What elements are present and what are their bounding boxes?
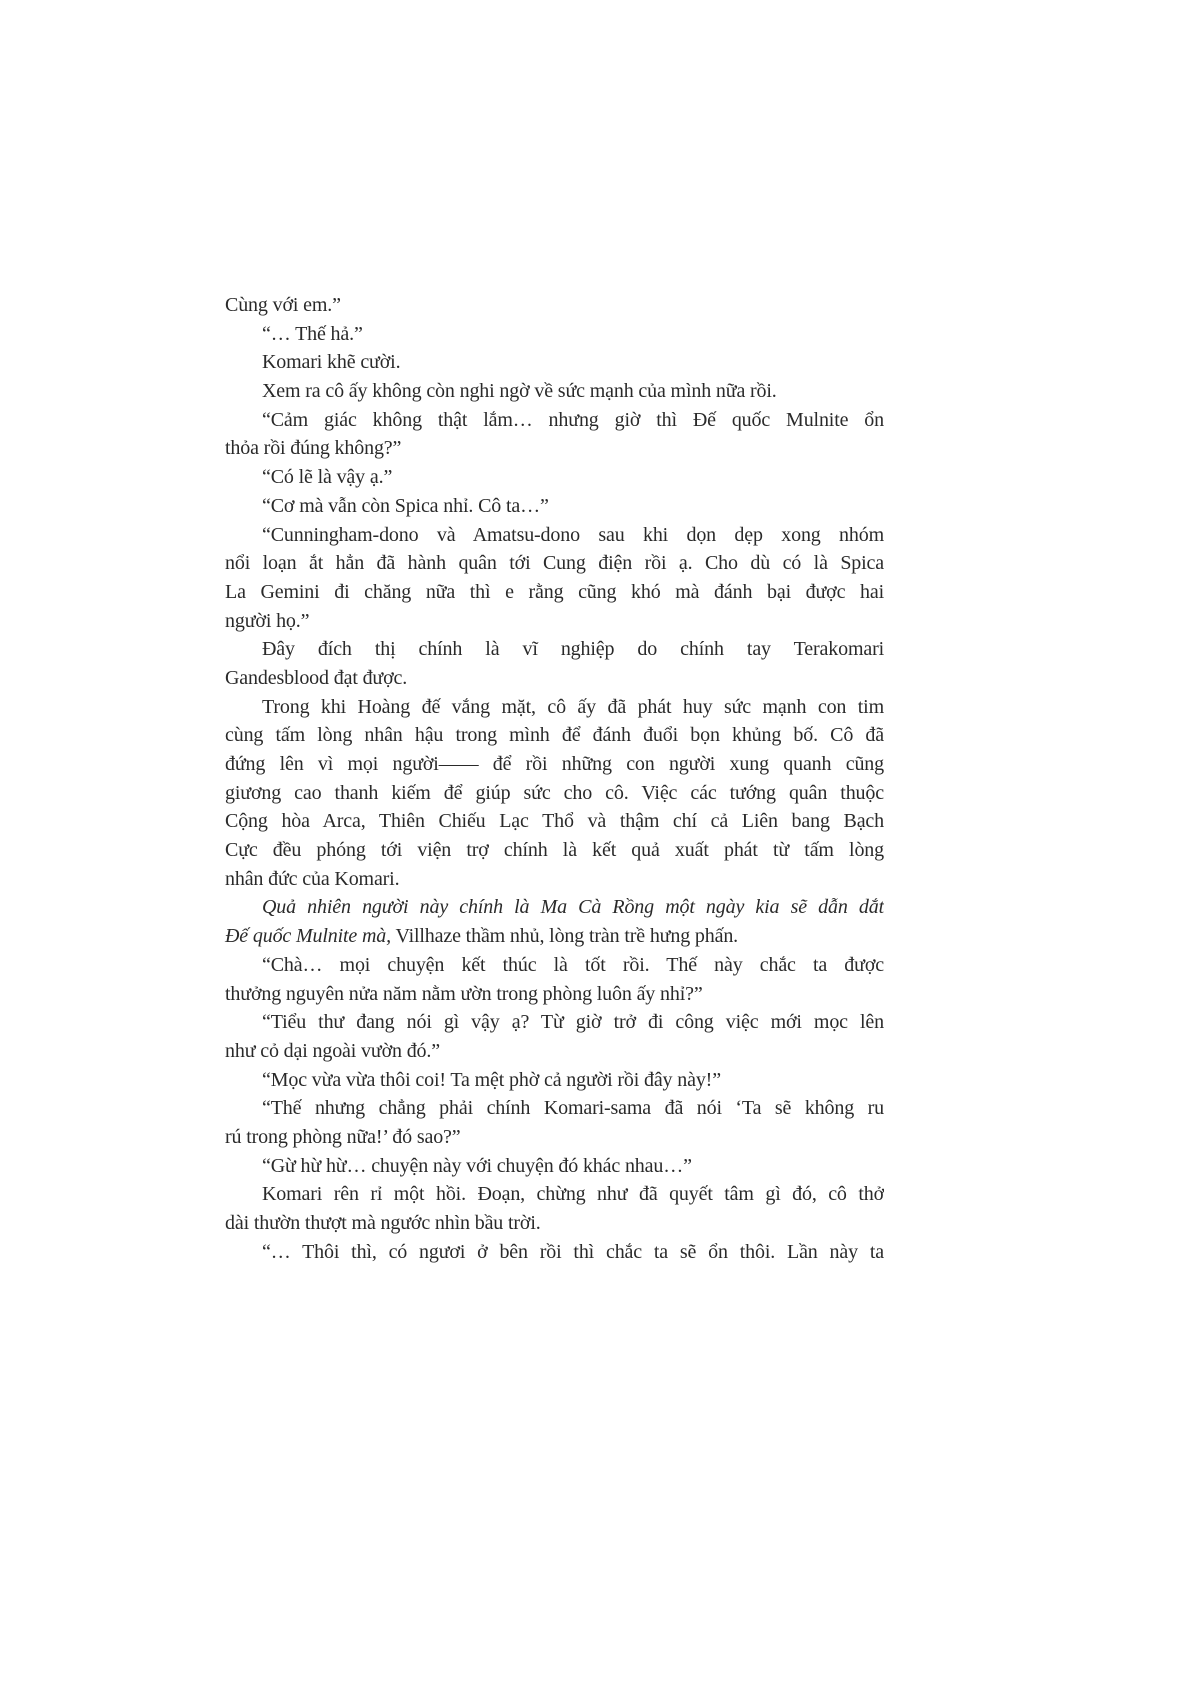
text-line bbox=[225, 1152, 884, 1181]
line-text: “Chà… mọi chuyện kết thúc là tốt rồi. Thế này chắc ta được bbox=[262, 953, 884, 976]
text-line bbox=[225, 549, 884, 578]
line-text: “Cunningham-dono và Amatsu-dono sau khi dọn dẹp xong nhóm bbox=[262, 523, 884, 546]
line-text: như cỏ dại ngoài vườn đó.” bbox=[225, 1039, 440, 1062]
line-text: cùng tấm lòng nhân hậu trong mình để đánh đuổi bọn khủng bố. Cô đã bbox=[225, 724, 884, 747]
line-text: thưởng nguyên nửa năm nằm ườn trong phòng luôn ấy nhỉ?” bbox=[225, 982, 703, 1005]
text-line bbox=[225, 1066, 884, 1095]
text-line bbox=[225, 721, 884, 750]
text-line bbox=[225, 1238, 884, 1267]
text-line bbox=[225, 1123, 884, 1152]
text-line bbox=[225, 1180, 884, 1209]
page-body-text bbox=[225, 291, 884, 1266]
text-line bbox=[225, 1094, 884, 1123]
text-line bbox=[225, 980, 884, 1009]
text-line bbox=[225, 836, 884, 865]
text-line bbox=[225, 406, 884, 435]
text-line bbox=[225, 664, 884, 693]
italic-text: Đế quốc Mulnite mà, bbox=[225, 925, 391, 948]
text-line bbox=[225, 779, 884, 808]
line-text: Cùng với em.” bbox=[225, 294, 341, 316]
line-text: “… Thế hả.” bbox=[262, 322, 363, 345]
text-line bbox=[225, 1008, 884, 1037]
line-text: nổi loạn ắt hẳn đã hành quân tới Cung điện rồi ạ. Cho dù có là Spica bbox=[225, 552, 884, 575]
line-text: đứng lên vì mọi người—— để rồi những con người xung quanh cũng bbox=[225, 753, 884, 775]
text-line bbox=[225, 463, 884, 492]
text-line bbox=[225, 951, 884, 980]
text-line bbox=[225, 635, 884, 664]
line-text: người họ.” bbox=[225, 609, 310, 632]
text-line bbox=[225, 865, 884, 894]
text-line bbox=[225, 693, 884, 722]
line-text: Cộng hòa Arca, Thiên Chiếu Lạc Thổ và thậm chí cả Liên bang Bạch bbox=[225, 810, 884, 833]
italic-text: Quả nhiên người này chính là Ma Cà Rồng một ngày kia sẽ dẫn dắt bbox=[262, 896, 884, 919]
line-text: Xem ra cô ấy không còn nghi ngờ về sức mạnh của mình nữa rồi. bbox=[262, 380, 777, 403]
line-text: “Có lẽ là vậy ạ.” bbox=[262, 466, 393, 489]
line-text: “Tiểu thư đang nói gì vậy ạ? Từ giờ trở đi công việc mới mọc lên bbox=[262, 1011, 884, 1034]
text-line bbox=[225, 492, 884, 521]
line-text: thỏa rồi đúng không?” bbox=[225, 437, 402, 460]
line-text: La Gemini đi chăng nữa thì e rằng cũng khó mà đánh bại được hai bbox=[225, 580, 884, 603]
text-line bbox=[225, 291, 884, 320]
line-text: Villhaze thầm nhủ, lòng tràn trề hưng phấn. bbox=[391, 925, 739, 948]
line-text: Gandesblood đạt được. bbox=[225, 666, 408, 689]
line-text: “… Thôi thì, có ngươi ở bên rồi thì chắc ta sẽ ổn thôi. Lần này ta bbox=[262, 1240, 884, 1263]
line-text: giương cao thanh kiếm để giúp sức cho cô. Việc các tướng quân thuộc bbox=[225, 781, 884, 804]
text-line bbox=[225, 578, 884, 607]
text-line bbox=[225, 320, 884, 349]
line-text: Đây đích thị chính là vĩ nghiệp do chính tay Terakomari bbox=[262, 638, 884, 661]
line-text: “Cơ mà vẫn còn Spica nhỉ. Cô ta…” bbox=[262, 494, 549, 517]
text-line bbox=[225, 893, 884, 922]
line-text: “Thế nhưng chẳng phải chính Komari-sama đã nói ‘Ta sẽ không ru bbox=[262, 1097, 884, 1120]
line-text: nhân đức của Komari. bbox=[225, 867, 400, 890]
line-text: Komari khẽ cười. bbox=[262, 351, 401, 374]
text-line bbox=[225, 434, 884, 463]
text-line bbox=[225, 807, 884, 836]
text-line bbox=[225, 1209, 884, 1238]
line-text: rú trong phòng nữa!’ đó sao?” bbox=[225, 1125, 461, 1148]
line-text: Komari rên rỉ một hồi. Đoạn, chừng như đã quyết tâm gì đó, cô thở bbox=[262, 1183, 884, 1206]
text-line bbox=[225, 607, 884, 636]
text-line bbox=[225, 377, 884, 406]
line-text: Cực đều phóng tới viện trợ chính là kết quả xuất phát từ tấm lòng bbox=[225, 839, 884, 862]
line-text: Trong khi Hoàng đế vắng mặt, cô ấy đã phát huy sức mạnh con tim bbox=[262, 695, 884, 718]
line-text: dài thườn thượt mà ngước nhìn bầu trời. bbox=[225, 1212, 541, 1234]
text-line bbox=[225, 348, 884, 377]
line-text: “Mọc vừa vừa thôi coi! Ta mệt phờ cả người rồi đây này!” bbox=[262, 1068, 721, 1091]
text-line bbox=[225, 521, 884, 550]
text-line bbox=[225, 922, 884, 951]
text-line bbox=[225, 750, 884, 779]
line-text: “Gừ hừ hừ… chuyện này với chuyện đó khác nhau…” bbox=[262, 1154, 692, 1177]
text-line bbox=[225, 1037, 884, 1066]
line-text: “Cảm giác không thật lắm… nhưng giờ thì Đế quốc Mulnite ổn bbox=[262, 408, 884, 431]
